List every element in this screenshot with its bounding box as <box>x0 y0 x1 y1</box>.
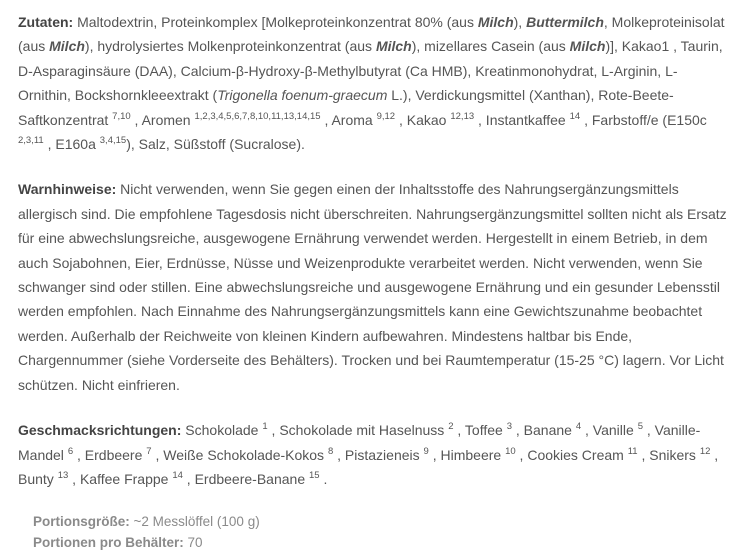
flavor-name: Pistazieneis <box>344 446 420 463</box>
allergen-milch: Milch <box>375 38 412 55</box>
flavor-separator: , <box>453 422 465 439</box>
flavor-number: 10 <box>505 445 516 457</box>
ingredients-text: , Aroma <box>320 111 377 128</box>
allergen-milch: Milch <box>49 38 85 55</box>
ingredients-text: , Kakao <box>395 111 451 128</box>
flavor-number: 2 <box>448 421 454 433</box>
flavor-name: Erdbeere <box>84 446 143 463</box>
flavor-number: 11 <box>627 445 638 457</box>
ingredients-text: ), hydrolysiertes Molkenproteinkonzentrat (aus <box>84 38 376 55</box>
flavors-paragraph <box>18 418 730 491</box>
portion-count-row <box>33 532 730 553</box>
flavor-name: Snikers <box>649 446 696 463</box>
ingredients-text: , Molkeproteinisolat (aus <box>18 14 725 55</box>
ingredients-text: )], Kakao1 , Taurin, D-Asparaginsäure (DAA), Calcium-β-Hydroxy-β-Methylbutyrat (Ca HMB), Kreatinmonohydrat, L-Arginin, L-Ornithin, Bockshornkleeextrakt ( <box>18 38 723 104</box>
flavor-number: 13 <box>57 469 69 481</box>
flavor-name: Weiße Schokolade-Kokos <box>163 446 325 463</box>
flavor-separator: , <box>333 446 345 463</box>
flavor-number: 5 <box>637 421 643 433</box>
flavor-name: Cookies Cream <box>527 446 624 463</box>
footnote-ref: 1,2,3,4,5,6,7,8,10,11,13,14,15 <box>194 110 321 122</box>
ingredients-text: , Instantkaffee <box>474 111 570 128</box>
footnote-ref: 14 <box>569 110 581 122</box>
flavor-name: Schokolade mit Haselnuss <box>279 422 445 439</box>
flavor-name: Bunty <box>18 470 54 487</box>
warnings-paragraph <box>18 177 730 397</box>
footnote-ref: 9,12 <box>376 110 396 122</box>
flavor-name: Vanille-Mandel <box>18 422 701 463</box>
flavor-number: 1 <box>262 421 268 433</box>
footnote-ref: 7,10 <box>112 110 131 122</box>
latin-name: Trigonella foenum-graecum <box>217 87 388 104</box>
flavor-number: 9 <box>423 445 429 457</box>
flavors-label: Geschmacksrichtungen: <box>18 422 182 439</box>
ingredients-text: ), mizellares Casein (aus <box>411 38 570 55</box>
flavor-name: Toffee <box>464 422 503 439</box>
flavor-separator: , <box>515 446 528 463</box>
ingredients-text: ), Salz, Süßstoff (Sucralose). <box>126 136 305 153</box>
ingredients-text: L.), Verdickungsmittel (Xanthan), Rote-Beete-Saftkonzentrat <box>18 87 674 128</box>
allergen-buttermilch: Buttermilch <box>526 14 604 30</box>
flavor-name: Erdbeere-Banane <box>194 470 306 487</box>
flavor-separator: , <box>581 422 593 439</box>
portions-section <box>18 511 730 553</box>
flavor-separator: , <box>710 446 719 463</box>
ingredients-text: ), <box>513 14 527 30</box>
portion-size-value: ~2 Messlöffel (100 g) <box>129 514 260 530</box>
footnote-ref: 3,4,15 <box>99 135 127 147</box>
flavor-number: 14 <box>172 469 183 481</box>
ingredients-text: , Farbstoff/e (E150c <box>580 111 707 128</box>
flavor-separator: , <box>151 446 164 463</box>
flavor-number: 7 <box>146 445 152 457</box>
footnote-ref: 12,13 <box>450 110 475 122</box>
flavor-name: Vanille <box>592 422 634 439</box>
ingredients-paragraph <box>18 10 730 156</box>
ingredients-text: , Aromen <box>130 111 195 128</box>
flavor-number: 3 <box>506 421 512 433</box>
portion-count-value: 70 <box>183 535 203 551</box>
portion-size-label: Portionsgröße: <box>33 514 130 530</box>
flavor-separator: , <box>511 422 524 439</box>
ingredients-text: Maltodextrin, Proteinkomplex [Molkeproteinkonzentrat 80% (aus <box>73 14 478 30</box>
flavor-number: 6 <box>67 445 74 457</box>
flavor-separator: , <box>182 470 195 487</box>
flavor-name: Banane <box>523 422 572 439</box>
flavor-separator: , <box>267 422 280 439</box>
flavors-end: . <box>319 470 328 487</box>
flavor-name: Schokolade <box>185 422 259 439</box>
portion-count-label: Portionen pro Behälter: <box>33 535 184 551</box>
allergen-milch: Milch <box>477 14 514 30</box>
flavor-separator: , <box>68 470 80 487</box>
ingredients-label: Zutaten: <box>18 14 74 30</box>
flavor-name: Kaffee Frappe <box>79 470 169 487</box>
warnings-label: Warnhinweise: <box>18 181 117 198</box>
ingredients-text: , E160a <box>43 136 100 153</box>
flavor-separator: , <box>637 446 650 463</box>
flavor-number: 4 <box>575 421 582 433</box>
warnings-text: Nicht verwenden, wenn Sie gegen einen der Inhaltsstoffe des Nahrungsergänzungsmittels allergisch sind. Die empfohlene Tagesdosis nicht überschreiten. Nahrungsergänzungsmittel sollten nicht als Ersatz für eine abwechslungsreiche, ausgewogene Ernährung verwendet werden. Hergestellt in einem Betrieb, in dem auch Sojabohnen, Eier, Erdnüsse, Nüsse und Weizenprodukte verarbeitet werden. Nicht verwenden, wenn Sie schwanger sind oder stillen. Eine abwechslungsreiche und ausgewogene Ernährung und ein gesunder Lebensstil werden empfohlen. Nach Einnahme des Nahrungsergänzungsmittels kann eine Gewichtszunahme beobachtet werden. Außerhalb der Reichweite von kleinen Kindern aufbewahren. Mindestens haltbar bis Ende, Chargennummer (siehe Vorderseite des Behälters). Trocken und bei Raumtemperatur (15-25 °C) lagern. Vor Licht schützen. Nicht einfrieren. <box>18 181 727 393</box>
footnote-ref: 2,3,11 <box>18 135 44 147</box>
flavor-separator: , <box>428 446 441 463</box>
portion-size-row <box>33 511 730 532</box>
flavor-number: 8 <box>327 445 334 457</box>
flavor-name: Himbeere <box>440 446 502 463</box>
flavor-number: 12 <box>699 445 711 457</box>
allergen-milch: Milch <box>569 38 606 55</box>
flavor-number: 15 <box>309 469 320 481</box>
flavor-separator: , <box>642 422 655 439</box>
flavor-separator: , <box>73 446 85 463</box>
